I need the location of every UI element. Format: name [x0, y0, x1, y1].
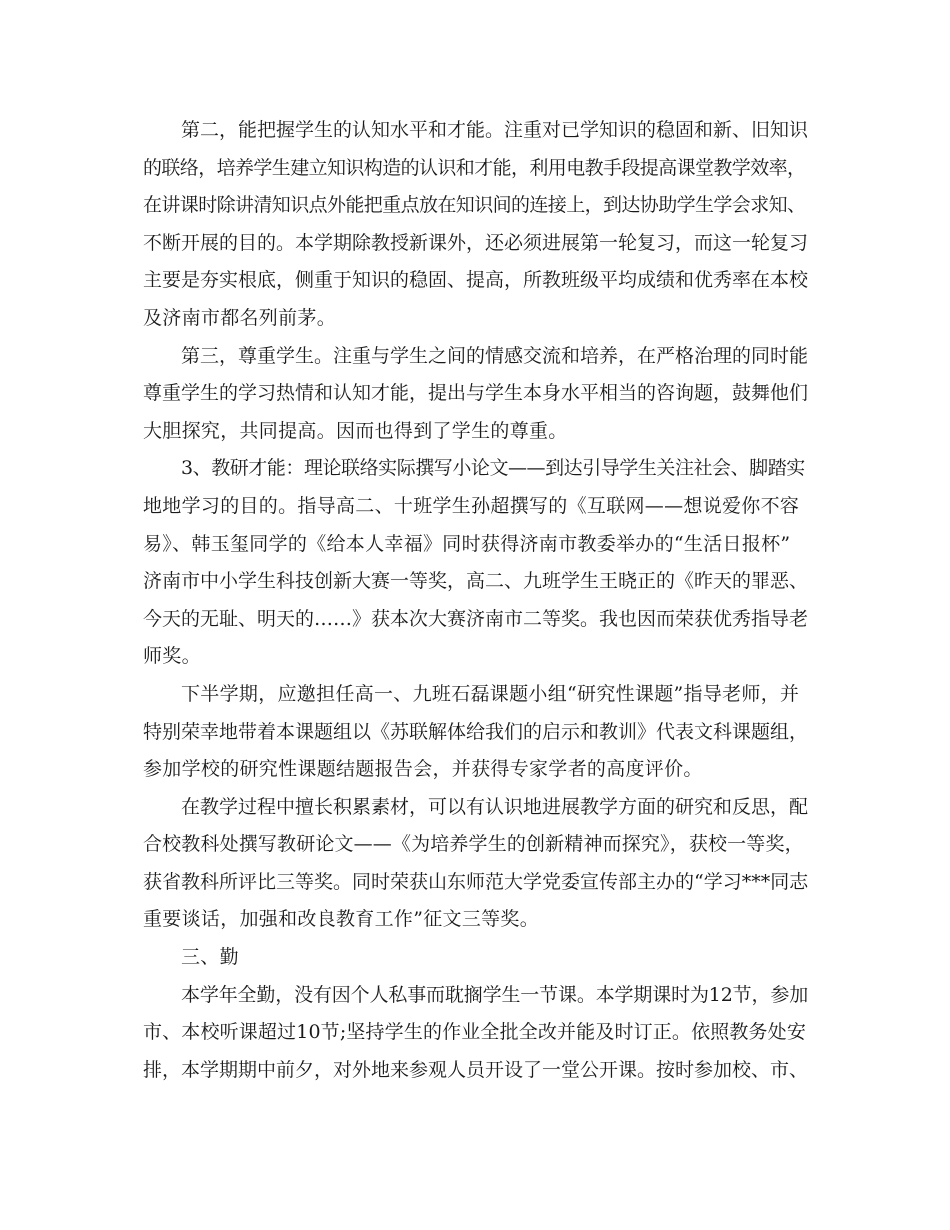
- text-line: 主要是夯实根底，侧重于知识的稳固、提高，所教班级平均成绩和优秀率在本校: [143, 269, 809, 292]
- text-line: 第三，尊重学生。注重与学生之间的情感交流和培养，在严格治理的同时能: [181, 344, 809, 367]
- text-line: 3、教研才能：理论联络实际撰写小论文——到达引导学生关注社会、脚踏实: [181, 457, 805, 480]
- text-line: 济南市中小学生科技创新大赛一等奖，高二、九班学生王晓正的《昨天的罪恶、: [143, 570, 809, 593]
- text-line: 今天的无耻、明天的……》获本次大赛济南市二等奖。我也因而荣获优秀指导老: [143, 607, 809, 630]
- text-line: 特别荣幸地带着本课题组以《苏联解体给我们的启示和教训》代表文科课题组，: [143, 720, 809, 743]
- text-line: 尊重学生的学习热情和认知才能，提出与学生本身水平相当的咨询题，鼓舞他们: [143, 382, 809, 405]
- text-line: 在教学过程中擅长积累素材，可以有认识地进展教学方面的研究和反思，配: [181, 795, 809, 818]
- text-line: 师奖。: [143, 645, 201, 668]
- text-line: 及济南市都名列前茅。: [143, 306, 337, 329]
- document-page: [143, 112, 808, 1089]
- text-line: 三、勤: [181, 946, 239, 969]
- text-line: 获省教科所评比三等奖。同时荣获山东师范大学党委宣传部主办的“学习***同志: [143, 870, 809, 893]
- text-line: 本学年全勤，没有因个人私事而耽搁学生一节课。本学期课时为12节，参加: [181, 983, 809, 1006]
- text-line: 不断开展的目的。本学期除教授新课外，还必须进展第一轮复习，而这一轮复习: [143, 231, 809, 254]
- text-line: 易》、韩玉玺同学的《给本人幸福》同时获得济南市教委举办的“生活日报杯”: [143, 532, 791, 555]
- text-line: 合校教科处撰写教研论文——《为培养学生的创新精神而探究》，获校一等奖，: [143, 833, 804, 856]
- text-line: 在讲课时除讲清知识点外能把重点放在知识间的连接上，到达协助学生学会求知、: [143, 194, 806, 217]
- text-line: 地地学习的目的。指导高二、十班学生孙超撰写的《互联网——想说爱你不容: [143, 494, 800, 517]
- text-line: 的联络，培养学生建立知识构造的认识和才能，利用电教手段提高课堂教学效率，: [143, 156, 806, 179]
- text-line: 大胆探究，共同提高。因而也得到了学生的尊重。: [143, 419, 568, 442]
- text-line: 市、本校听课超过10节;坚持学生的作业全批全改并能及时订正。依照教务处安: [143, 1021, 806, 1044]
- text-line: 下半学期，应邀担任高一、九班石磊课题小组“研究性课题”指导老师，并: [181, 682, 800, 705]
- text-line: 重要谈话，加强和改良教育工作”征文三等奖。: [143, 908, 540, 931]
- text-line: 排，本学期期中前夕，对外地来参观人员开设了一堂公开课。按时参加校、市、: [143, 1058, 809, 1081]
- text-line: 参加学校的研究性课题结题报告会，并获得专家学者的高度评价。: [143, 758, 703, 781]
- text-line: 第二，能把握学生的认知水平和才能。注重对已学知识的稳固和新、旧知识: [181, 119, 809, 141]
